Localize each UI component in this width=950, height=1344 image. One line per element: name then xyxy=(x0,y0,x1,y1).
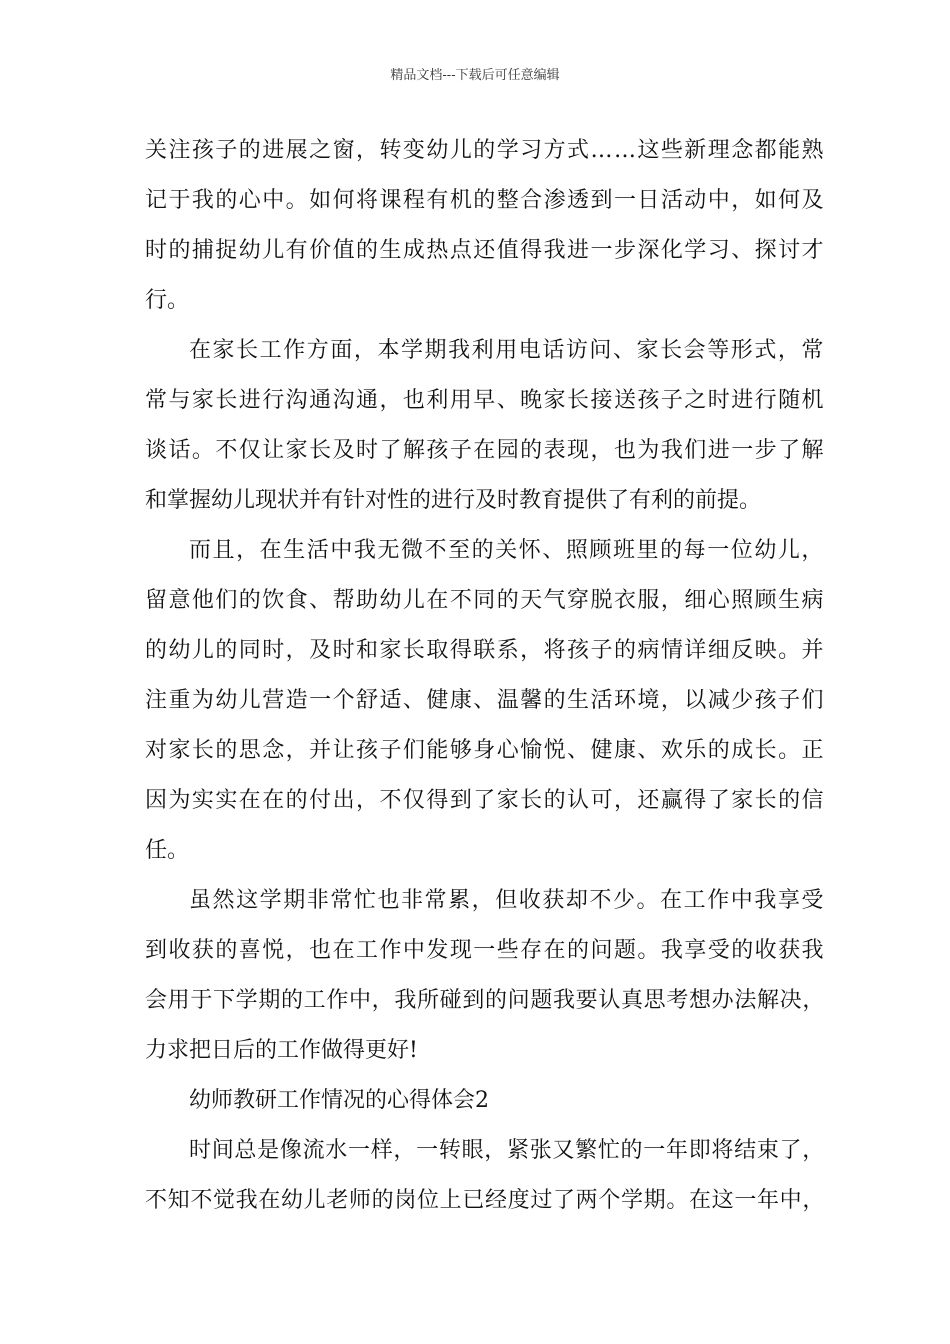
text-line xyxy=(0,538,950,588)
text-line xyxy=(0,438,950,488)
section-heading-text: 幼师教研工作情况的心得体会2 xyxy=(189,1088,489,1113)
text-line xyxy=(0,288,950,338)
text-line-content: 行。 xyxy=(145,288,190,313)
text-line-content: 虽然这学期非常忙也非常累，但收获却不少。在工作中我享受 xyxy=(189,888,825,913)
text-line-content: 力求把日后的工作做得更好! xyxy=(145,1038,418,1063)
text-line xyxy=(0,638,950,688)
text-line-content: 常与家长进行沟通沟通，也利用早、晚家长接送孩子之时进行随机 xyxy=(145,388,825,413)
text-line-content: 谈话。不仅让家长及时了解孩子在园的表现，也为我们进一步了解 xyxy=(145,438,825,463)
text-line-content: 留意他们的饮食、帮助幼儿在不同的天气穿脱衣服，细心照顾生病 xyxy=(145,588,825,613)
text-line xyxy=(0,138,950,188)
text-line xyxy=(0,1188,950,1238)
text-line xyxy=(0,738,950,788)
text-line xyxy=(0,988,950,1038)
text-line xyxy=(0,188,950,238)
text-line xyxy=(0,388,950,438)
text-line-content: 不知不觉我在幼儿老师的岗位上已经度过了两个学期。在这一年中， xyxy=(145,1188,825,1213)
text-line-content: 时的捕捉幼儿有价值的生成热点还值得我进一步深化学习、探讨才 xyxy=(145,238,825,263)
text-line xyxy=(0,338,950,388)
text-line-content: 和掌握幼儿现状并有针对性的进行及时教育提供了有利的前提。 xyxy=(145,488,762,513)
text-line-content: 对家长的思念，并让孩子们能够身心愉悦、健康、欢乐的成长。正 xyxy=(145,738,825,763)
page-header: 精品文档---下载后可任意编辑 xyxy=(390,68,560,83)
text-line xyxy=(0,788,950,838)
text-line-content: 的幼儿的同时，及时和家长取得联系，将孩子的病情详细反映。并 xyxy=(145,638,825,663)
section-heading xyxy=(0,1088,950,1138)
text-line xyxy=(0,488,950,538)
text-line xyxy=(0,688,950,738)
text-line-content: 任。 xyxy=(145,838,190,863)
text-line-content: 到收获的喜悦，也在工作中发现一些存在的问题。我享受的收获我 xyxy=(145,938,825,963)
text-line xyxy=(0,838,950,888)
text-line xyxy=(0,1038,950,1088)
text-line xyxy=(0,1138,950,1188)
text-line xyxy=(0,588,950,638)
text-line-content: 记于我的心中。如何将课程有机的整合渗透到一日活动中，如何及 xyxy=(145,188,825,213)
text-line-content: 而且，在生活中我无微不至的关怀、照顾班里的每一位幼儿， xyxy=(189,538,825,563)
text-line-content: 会用于下学期的工作中，我所碰到的问题我要认真思考想办法解决， xyxy=(145,988,825,1013)
text-line xyxy=(0,938,950,988)
text-line-content: 在家长工作方面，本学期我利用电话访问、家长会等形式，常 xyxy=(189,338,825,363)
text-line-content: 时间总是像流水一样，一转眼，紧张又繁忙的一年即将结束了， xyxy=(189,1138,825,1163)
text-line xyxy=(0,238,950,288)
text-line-content: 注重为幼儿营造一个舒适、健康、温馨的生活环境，以减少孩子们 xyxy=(145,688,825,713)
text-line xyxy=(0,888,950,938)
text-line-content: 因为实实在在的付出，不仅得到了家长的认可，还赢得了家长的信 xyxy=(145,788,825,813)
text-line-content: 关注孩子的进展之窗，转变幼儿的学习方式……这些新理念都能熟 xyxy=(145,138,825,163)
